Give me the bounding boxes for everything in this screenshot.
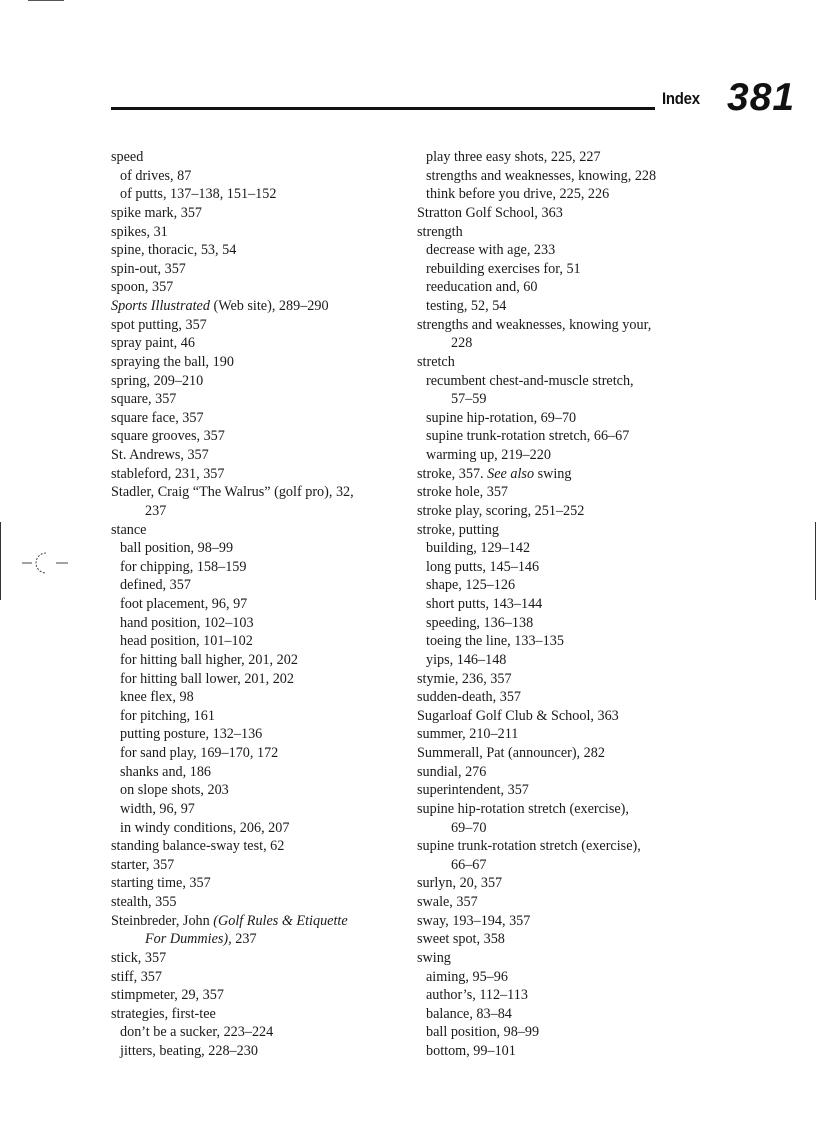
page-number: 381 <box>727 76 796 119</box>
index-entry <box>417 204 747 223</box>
entry-text: supine trunk-rotation stretch (exercise), <box>417 838 641 855</box>
index-subentry <box>111 781 407 800</box>
index-subentry <box>417 986 747 1005</box>
index-entry <box>417 502 747 521</box>
entry-text: Steinbreder, John <box>111 912 214 929</box>
index-subentry <box>417 427 747 446</box>
index-entry <box>417 483 747 502</box>
index-subentry <box>111 539 407 558</box>
entry-text: supine hip-rotation, 69–70 <box>426 409 577 426</box>
section-label: Index <box>662 89 700 108</box>
entry-text: starting time, 357 <box>111 875 211 892</box>
entry-text: for hitting ball lower, 201, 202 <box>120 670 294 687</box>
entry-text: 69–70 <box>451 819 487 836</box>
index-subentry <box>417 446 747 465</box>
index-subentry <box>111 167 407 186</box>
entry-text: bottom, 99–101 <box>426 1043 516 1059</box>
entry-text: spoon, 357 <box>111 279 174 296</box>
index-entry <box>417 744 747 763</box>
entry-text: rebuilding exercises for, 51 <box>426 260 581 277</box>
entry-text: yips, 146–148 <box>426 651 507 668</box>
index-entry <box>111 260 407 279</box>
entry-text: shape, 125–126 <box>426 577 516 594</box>
entry-text: stroke, putting <box>417 521 499 538</box>
index-subentry <box>417 241 747 260</box>
entry-text: spring, 209–210 <box>111 372 204 389</box>
entry-text: spot putting, 357 <box>111 316 207 333</box>
index-subentry <box>111 800 407 819</box>
entry-text: toeing the line, 133–135 <box>426 633 564 650</box>
index-entry <box>417 874 747 893</box>
index-entry <box>417 316 747 335</box>
index-subentry <box>417 558 747 577</box>
index-entry <box>111 148 407 167</box>
index-subentry <box>417 1023 747 1042</box>
entry-text: surlyn, 20, 357 <box>417 875 503 892</box>
index-entry <box>111 465 407 484</box>
index-subentry <box>417 185 747 204</box>
entry-text: spray paint, 46 <box>111 335 195 352</box>
index-subentry <box>111 185 407 204</box>
index-entry <box>417 521 747 540</box>
index-entry <box>417 465 747 484</box>
entry-text: Sugarloaf Golf Club & School, 363 <box>417 707 619 724</box>
index-entry <box>111 353 407 372</box>
index-subentry <box>417 167 747 186</box>
index-entry <box>111 316 407 335</box>
index-entry <box>111 390 407 409</box>
index-entry <box>417 688 747 707</box>
entry-text: strength <box>417 223 463 240</box>
entry-text: stymie, 236, 357 <box>417 670 512 687</box>
index-subentry <box>111 614 407 633</box>
index-subentry <box>417 372 747 391</box>
entry-text: building, 129–142 <box>426 540 531 557</box>
entry-text: speed <box>111 149 144 165</box>
index-subentry <box>417 539 747 558</box>
entry-text: supine hip-rotation stretch (exercise), <box>417 800 629 817</box>
entry-text: for hitting ball higher, 201, 202 <box>120 651 298 668</box>
entry-text: stance <box>111 521 147 538</box>
entry-text: ball position, 98–99 <box>120 540 234 557</box>
entry-text: superintendent, 357 <box>417 782 529 799</box>
registration-mark-icon <box>22 548 68 578</box>
entry-text: stiff, 357 <box>111 968 162 985</box>
entry-text: stroke, 357. <box>417 465 488 482</box>
index-entry-continuation <box>417 334 747 353</box>
index-entry <box>417 725 747 744</box>
entry-text: speeding, 136–138 <box>426 614 534 631</box>
entry-text: jitters, beating, 228–230 <box>120 1043 258 1059</box>
index-subentry <box>417 260 747 279</box>
index-subentry <box>417 297 747 316</box>
index-subentry <box>111 725 407 744</box>
index-entry-continuation <box>111 930 407 949</box>
index-entry <box>417 949 747 968</box>
entry-text: 66–67 <box>451 856 487 873</box>
index-subentry <box>417 1005 747 1024</box>
index-entry-continuation <box>417 819 747 838</box>
entry-title-italic: For Dummies), <box>145 931 232 948</box>
entry-text: ball position, 98–99 <box>426 1024 540 1041</box>
entry-text: spine, thoracic, 53, 54 <box>111 242 237 259</box>
index-subentry <box>111 1042 407 1061</box>
entry-text: summer, 210–211 <box>417 726 519 743</box>
index-entry-continuation <box>417 390 747 409</box>
index-subentry <box>417 614 747 633</box>
index-entry <box>417 707 747 726</box>
index-entry <box>111 409 407 428</box>
index-entry <box>111 204 407 223</box>
index-subentry <box>111 707 407 726</box>
index-subentry <box>111 651 407 670</box>
entry-text: defined, 357 <box>120 577 191 594</box>
entry-text: hand position, 102–103 <box>120 614 254 631</box>
index-entry <box>111 483 407 502</box>
entry-text: sundial, 276 <box>417 763 487 780</box>
entry-title-italic: Sports Illustrated <box>111 298 210 314</box>
index-entry <box>417 930 747 949</box>
index-entry <box>111 521 407 540</box>
index-entry <box>111 334 407 353</box>
entry-text: swing <box>417 949 451 966</box>
entry-text: spin-out, 357 <box>111 260 186 277</box>
index-subentry <box>417 1042 747 1061</box>
entry-text: strategies, first-tee <box>111 1005 216 1022</box>
entry-text: 228 <box>451 335 473 352</box>
index-subentry <box>111 1023 407 1042</box>
entry-text: of putts, 137–138, 151–152 <box>120 186 277 203</box>
entry-text: strengths and weaknesses, knowing your, <box>417 316 652 333</box>
entry-text: swale, 357 <box>417 894 478 910</box>
entry-text: of drives, 87 <box>120 167 192 184</box>
index-entry <box>417 912 747 931</box>
index-subentry <box>417 278 747 297</box>
index-entry-continuation <box>417 856 747 875</box>
index-subentry <box>417 651 747 670</box>
index-entry <box>111 968 407 987</box>
index-subentry <box>111 595 407 614</box>
crop-mark-top <box>28 0 64 1</box>
index-entry <box>417 223 747 242</box>
entry-text: short putts, 143–144 <box>426 596 543 612</box>
entry-title-italic: See also <box>487 465 535 482</box>
entry-text: swing <box>534 465 572 482</box>
index-entry <box>111 241 407 260</box>
entry-text: long putts, 145–146 <box>426 558 540 575</box>
entry-text: shanks and, 186 <box>120 763 212 780</box>
entry-text: spraying the ball, 190 <box>111 353 234 370</box>
index-subentry <box>417 595 747 614</box>
index-entry <box>417 353 747 372</box>
entry-text: (Web site), 289–290 <box>209 298 329 314</box>
entry-text: for pitching, 161 <box>120 707 215 724</box>
entry-text: 57–59 <box>451 391 487 408</box>
index-subentry <box>417 148 747 167</box>
index-entry <box>111 986 407 1005</box>
entry-text: for chipping, 158–159 <box>120 558 247 575</box>
crop-mark-left <box>0 522 1 600</box>
entry-text: St. Andrews, 357 <box>111 447 209 463</box>
index-entry <box>111 278 407 297</box>
index-entry <box>417 893 747 912</box>
entry-text: 237 <box>231 931 257 948</box>
index-entry <box>417 781 747 800</box>
entry-text: Stadler, Craig “The Walrus” (golf pro), 32, <box>111 484 354 501</box>
index-entry <box>417 670 747 689</box>
entry-text: decrease with age, 233 <box>426 242 556 259</box>
index-entry <box>417 800 747 819</box>
entry-text: testing, 52, 54 <box>426 298 507 314</box>
entry-title-italic: (Golf Rules & Etiquette <box>213 912 348 929</box>
index-entry <box>111 1005 407 1024</box>
index-entry <box>111 427 407 446</box>
index-subentry <box>111 632 407 651</box>
index-subentry <box>111 763 407 782</box>
entry-text: warming up, 219–220 <box>426 447 551 463</box>
entry-text: think before you drive, 225, 226 <box>426 186 610 203</box>
entry-text: reeducation and, 60 <box>426 279 538 296</box>
entry-text: play three easy shots, 225, 227 <box>426 149 601 165</box>
entry-text: in windy conditions, 206, 207 <box>120 819 290 836</box>
index-entry <box>111 297 407 316</box>
index-entry <box>417 763 747 782</box>
entry-text: for sand play, 169–170, 172 <box>120 745 279 761</box>
index-entry-continuation <box>111 502 407 521</box>
index-subentry <box>111 670 407 689</box>
entry-text: author’s, 112–113 <box>426 987 528 1004</box>
index-subentry <box>417 632 747 651</box>
entry-text: sway, 193–194, 357 <box>417 912 531 929</box>
header-rule <box>111 107 655 110</box>
entry-text: width, 96, 97 <box>120 800 195 817</box>
index-entry <box>111 372 407 391</box>
index-subentry <box>111 688 407 707</box>
entry-text: starter, 357 <box>111 856 175 873</box>
index-entry <box>111 949 407 968</box>
entry-text: knee flex, 98 <box>120 689 194 706</box>
index-entry <box>111 223 407 242</box>
entry-text: strengths and weaknesses, knowing, 228 <box>426 167 657 184</box>
index-subentry <box>111 744 407 763</box>
entry-text: spike mark, 357 <box>111 204 203 221</box>
index-subentry <box>417 409 747 428</box>
entry-text: spikes, 31 <box>111 223 168 240</box>
entry-text: stroke play, scoring, 251–252 <box>417 502 585 519</box>
entry-text: Summerall, Pat (announcer), 282 <box>417 745 605 761</box>
entry-text: stimpmeter, 29, 357 <box>111 987 224 1004</box>
entry-text: stroke hole, 357 <box>417 484 509 501</box>
index-entry <box>111 893 407 912</box>
entry-text: square face, 357 <box>111 409 204 426</box>
index-subentry <box>111 558 407 577</box>
entry-text: don’t be a sucker, 223–224 <box>120 1024 274 1041</box>
entry-text: aiming, 95–96 <box>426 968 508 985</box>
entry-text: sweet spot, 358 <box>417 931 505 948</box>
entry-text: stableford, 231, 357 <box>111 465 225 482</box>
index-entry <box>111 446 407 465</box>
entry-text: 237 <box>145 502 167 519</box>
entry-text: stealth, 355 <box>111 894 177 910</box>
index-entry <box>111 837 407 856</box>
index-entry <box>111 856 407 875</box>
entry-text: standing balance-sway test, 62 <box>111 838 285 855</box>
entry-text: sudden-death, 357 <box>417 689 522 706</box>
index-column-left <box>111 148 407 1061</box>
entry-text: foot placement, 96, 97 <box>120 596 248 612</box>
index-subentry <box>417 968 747 987</box>
entry-text: stretch <box>417 353 455 370</box>
entry-text: square grooves, 357 <box>111 428 225 445</box>
entry-text: square, 357 <box>111 391 177 408</box>
index-subentry <box>111 576 407 595</box>
entry-text: supine trunk-rotation stretch, 66–67 <box>426 428 630 445</box>
index-subentry <box>417 576 747 595</box>
entry-text: head position, 101–102 <box>120 633 253 650</box>
index-entry <box>111 912 407 931</box>
entry-text: recumbent chest-and-muscle stretch, <box>426 372 634 389</box>
index-column-right <box>417 148 747 1061</box>
index-entry <box>111 874 407 893</box>
index-entry <box>417 837 747 856</box>
entry-text: on slope shots, 203 <box>120 782 229 799</box>
entry-text: Stratton Golf School, 363 <box>417 204 563 221</box>
entry-text: balance, 83–84 <box>426 1005 512 1022</box>
index-subentry <box>111 819 407 838</box>
entry-text: putting posture, 132–136 <box>120 726 263 743</box>
entry-text: stick, 357 <box>111 949 167 966</box>
